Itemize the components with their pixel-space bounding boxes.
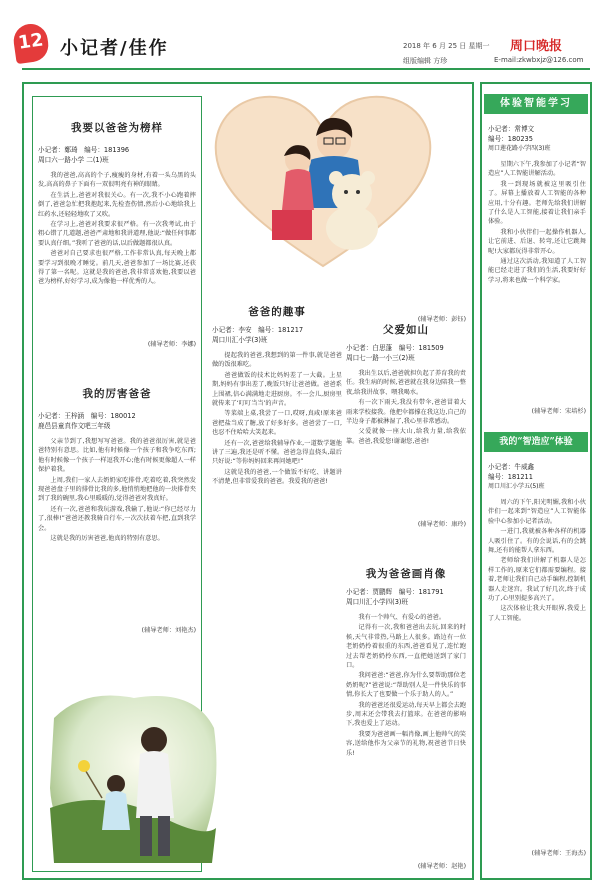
paragraph: 爸爸对自己要求也很严格,工作非常认真,每天晚上都要学习到很晚才睡觉。前几天,爸爸参加了一场比赛,还获得了第一名呢。这就是我的爸爸,我非常喜欢他,我要以爸爸为榜样,好好学习,成为像他一样优秀的人。	[38, 250, 196, 286]
sidebar-heading-zhizaoying: 我的“智造应”体验	[484, 432, 588, 452]
article-body	[346, 369, 466, 519]
paragraph: 还有一次,爸爸和我玩游戏,我输了,他说:“你已经尽力了,很棒!”爸爸还教我骑自行车,一次次扶着车把,直到我学会。	[38, 505, 196, 532]
reporter-byline: 小记者：鄭琦 编号：181396	[38, 146, 130, 154]
paragraph: 我的爸爸,高高的个子,瘦瘦的身材,有着一头乌黑的头发,高高的鼻子下面有一双很明亮有神的眼睛。	[38, 172, 196, 189]
paragraph: 我有一个帅气、有爱心的爸爸。	[358, 614, 446, 621]
reporter-byline: 小记者：牛威鑫	[488, 463, 535, 471]
article-dad-funny	[212, 304, 342, 677]
paragraph: 我和小伙伴们一起操作机器人,让它前进、后退、转弯,还让它跳舞呢!大家都玩得非常开心。	[488, 228, 586, 255]
article-zhizaoying-experience	[488, 462, 586, 857]
reporter-school: 周口七一路一小三(2)班	[346, 354, 415, 362]
paragraph: 等菜端上桌,我尝了一口,哎呀,真咸!原来爸爸把盐当成了糖,放了好多好多。爸爸尝了一口,也忍不住哈哈大笑起来。	[212, 410, 342, 437]
article-portrait-for-dad	[346, 566, 466, 870]
article-body	[488, 498, 586, 848]
reporter-school: 周口川汇小学五(5)班	[488, 483, 545, 490]
reporter-school: 周口川汇小学(3)班	[212, 336, 268, 344]
reporter-byline: 小记者：白思蓬 编号：181509	[346, 344, 444, 352]
article-body	[38, 171, 196, 339]
article-body	[488, 160, 586, 406]
reporter-code: 编号：180235	[488, 135, 533, 143]
reporter-school: 鹿邑县童真作文吧三年级	[38, 422, 111, 430]
teacher-credit: (辅导老师：宋培杉)	[531, 408, 586, 415]
paragraph: 上周,我们一家人去奶奶家吃排骨,吃着吃着,我突然发现爸爸盘子里的排骨比我的多,他悄悄地把他的一块排骨夹到了我的碗里,我心里暖暖的,觉得爸爸对我真好。	[38, 476, 196, 503]
teacher-credit: (辅导老师：王海杰)	[531, 850, 586, 857]
paragraph: 这就是我的爸爸,一个做饭不好吃、讲题讲不清楚,但非常爱我的爸爸。我爱我的爸爸!	[212, 468, 342, 486]
paragraph: 我一到现场就被这里吸引住了。屏幕上播放着人工智能的各种应用,十分有趣。老师先给我们讲解了什么是人工智能,接着让我们亲手体验。	[488, 180, 586, 226]
paragraph: 记得有一次,我和爸爸出去玩,回来的时候,天气非常热,马路上人很多。路边有一位老奶奶拎着很重的东西,爸爸看见了,连忙跑过去帮老奶奶拎东西,一直把她送到了家门口。	[346, 624, 466, 670]
section-title: 小记者/佳作	[60, 38, 169, 59]
paragraph: 我的爸爸还很爱运动,每天早上都会去跑步,周末还会带我去打篮球。在爸爸的影响下,我也爱上了运动。	[346, 701, 466, 728]
teacher-credit: (辅导老师：刘艳杰)	[141, 627, 196, 634]
teacher-credit: (辅导老师：康玲)	[417, 521, 466, 528]
paragraph: 周六的下午,阳光明媚,我和小伙伴们一起来到“智造应”人工智能体验中心参加小记者活动。	[488, 499, 586, 525]
heart-family-photo	[212, 90, 434, 268]
article-title: 我为爸爸画肖像	[365, 568, 447, 580]
teacher-credit: (辅导老师：李娜)	[147, 341, 196, 348]
article-body	[346, 613, 466, 861]
teacher-credit: (辅导老师：彭钰)	[417, 316, 466, 323]
paragraph: 这就是我的厉害爸爸,他真的特别有意思。	[50, 535, 164, 543]
paragraph: 在学习上,爸爸对我要求很严格。有一次我考试,由于粗心错了几道题,爸爸严肃地和我讲道理,他说:“做任何事都要认真仔细。”我听了爸爸的话,以后做题都很认真。	[38, 221, 196, 247]
reporter-byline: 小记者：王梓涵 编号：180012	[38, 412, 136, 420]
article-role-model-dad	[38, 120, 196, 348]
paragraph: 有一次下雨天,我没有带伞,爸爸冒着大雨来学校接我。他把伞都撑在我这边,自己的半边身子都被淋湿了,我心里非常感动。	[346, 399, 466, 426]
paragraph: 提起我的爸爸,我想到的第一件事,就是爸爸做的饭很难吃。	[212, 352, 342, 369]
paragraph: 在生活上,爸爸对我很关心。有一次,我不小心跑着摔倒了,爸爸急忙把我抱起来,先检查伤情,然后小心地给我上红药水,还轻轻地吹了又吹。	[38, 191, 196, 218]
article-title: 父爱如山	[383, 324, 429, 336]
article-title: 爸爸的趣事	[248, 306, 306, 318]
paragraph: 通过这次活动,我知道了人工智能已经走进了我们的生活,我要好好学习,将来也做一个科学家。	[488, 258, 586, 284]
reporter-school: 周口川汇小学四(3)班	[346, 598, 409, 606]
father-child-photo	[44, 688, 222, 866]
article-awesome-dad	[38, 386, 196, 634]
reporter-byline: 小记者：常博文	[488, 125, 535, 133]
page-header	[0, 0, 600, 66]
paragraph: 父亲节到了,我想写写爸爸。我的爸爸很厉害,就是爸爸特别有意思。比如,他有时候像一个孩子和我争吃东西;他有时候像一个孩子一样逗我开心;他有时候更像超人一样保护着我。	[38, 438, 196, 474]
reporter-byline: 小记者：贾鹏辉 编号：181791	[346, 588, 444, 596]
contact-email: E-mail:zkwbxjz@126.com	[494, 56, 584, 64]
paragraph: 星期六下午,我参加了小记者“智造应”人工智能讲解活动。	[488, 161, 586, 178]
reporter-school: 周口六一路小学 二(1)班	[38, 156, 109, 164]
paragraph: 还有一次,爸爸给我辅导作业,一道数学题他讲了三遍,我还是听不懂。爸爸急得直挠头,最后只好说:“等你妈妈回来再问她吧!”	[212, 439, 342, 466]
paragraph: 我问爸爸:“爸爸,你为什么要帮助那位老奶奶呢?”爸爸说:“帮助别人是一件快乐的事情,你长大了也要做一个乐于助人的人。”	[346, 672, 466, 699]
paragraph: 爸爸做饭的技术比妈妈差了一大截。上星期,妈妈有事出差了,晚饭只好让爸爸做。爸爸系上围裙,信心满满地走进厨房。不一会儿,厨房里就传来了‘叮叮当当’的声音。	[212, 371, 342, 408]
layout-editor: 组版编辑 方珍	[403, 57, 448, 65]
issue-date: 2018 年 6 月 25 日 星期一	[403, 42, 490, 50]
page-number-badge: 12	[12, 22, 51, 64]
article-title: 我的厉害爸爸	[82, 388, 152, 400]
teacher-credit: (辅导老师：赵艳)	[417, 863, 466, 870]
paragraph: 这次体验让我大开眼界,我爱上了人工智能。	[488, 605, 586, 622]
reporter-code: 编号：181211	[488, 473, 533, 481]
paragraph: 老师给我们讲解了机器人是怎样工作的,原来它们都需要编程。接着,老师让我们自己动手编程,控制机器人走迷宫。我试了好几次,终于成功了,心里别提多高兴了。	[488, 557, 586, 603]
newspaper-logo: 周口晚报	[510, 39, 563, 54]
article-ai-experience	[488, 124, 586, 415]
article-body	[38, 437, 196, 625]
article-fatherly-love	[346, 322, 466, 528]
reporter-byline: 小记者：李安 编号：181217	[212, 326, 304, 334]
reporter-school: 周口莲花路小学四(3)班	[488, 145, 551, 152]
paragraph: 一进门,我就被各种各样的机器人吸引住了。有的会说话,有的会跳舞,还有的能帮人拿东西。	[488, 528, 586, 555]
paragraph: 我要为爸爸画一幅肖像,画上他帅气的笑容,送给他作为父亲节的礼物,祝爸爸节日快乐!	[346, 730, 466, 757]
sidebar-heading-ai-learning: 体验智能学习	[484, 94, 588, 114]
article-body	[212, 351, 342, 677]
header-divider	[22, 68, 590, 70]
paragraph: 我出生以后,爸爸就担负起了养育我的责任。我生病的时候,爸爸就在我身边陪我一整夜,给我讲故事、喂我喝水。	[346, 370, 466, 396]
paragraph: 父爱就像一座大山,给我力量,给我依靠。爸爸,我爱您!谢谢您,爸爸!	[346, 428, 466, 445]
article-title: 我要以爸爸为榜样	[71, 122, 163, 134]
